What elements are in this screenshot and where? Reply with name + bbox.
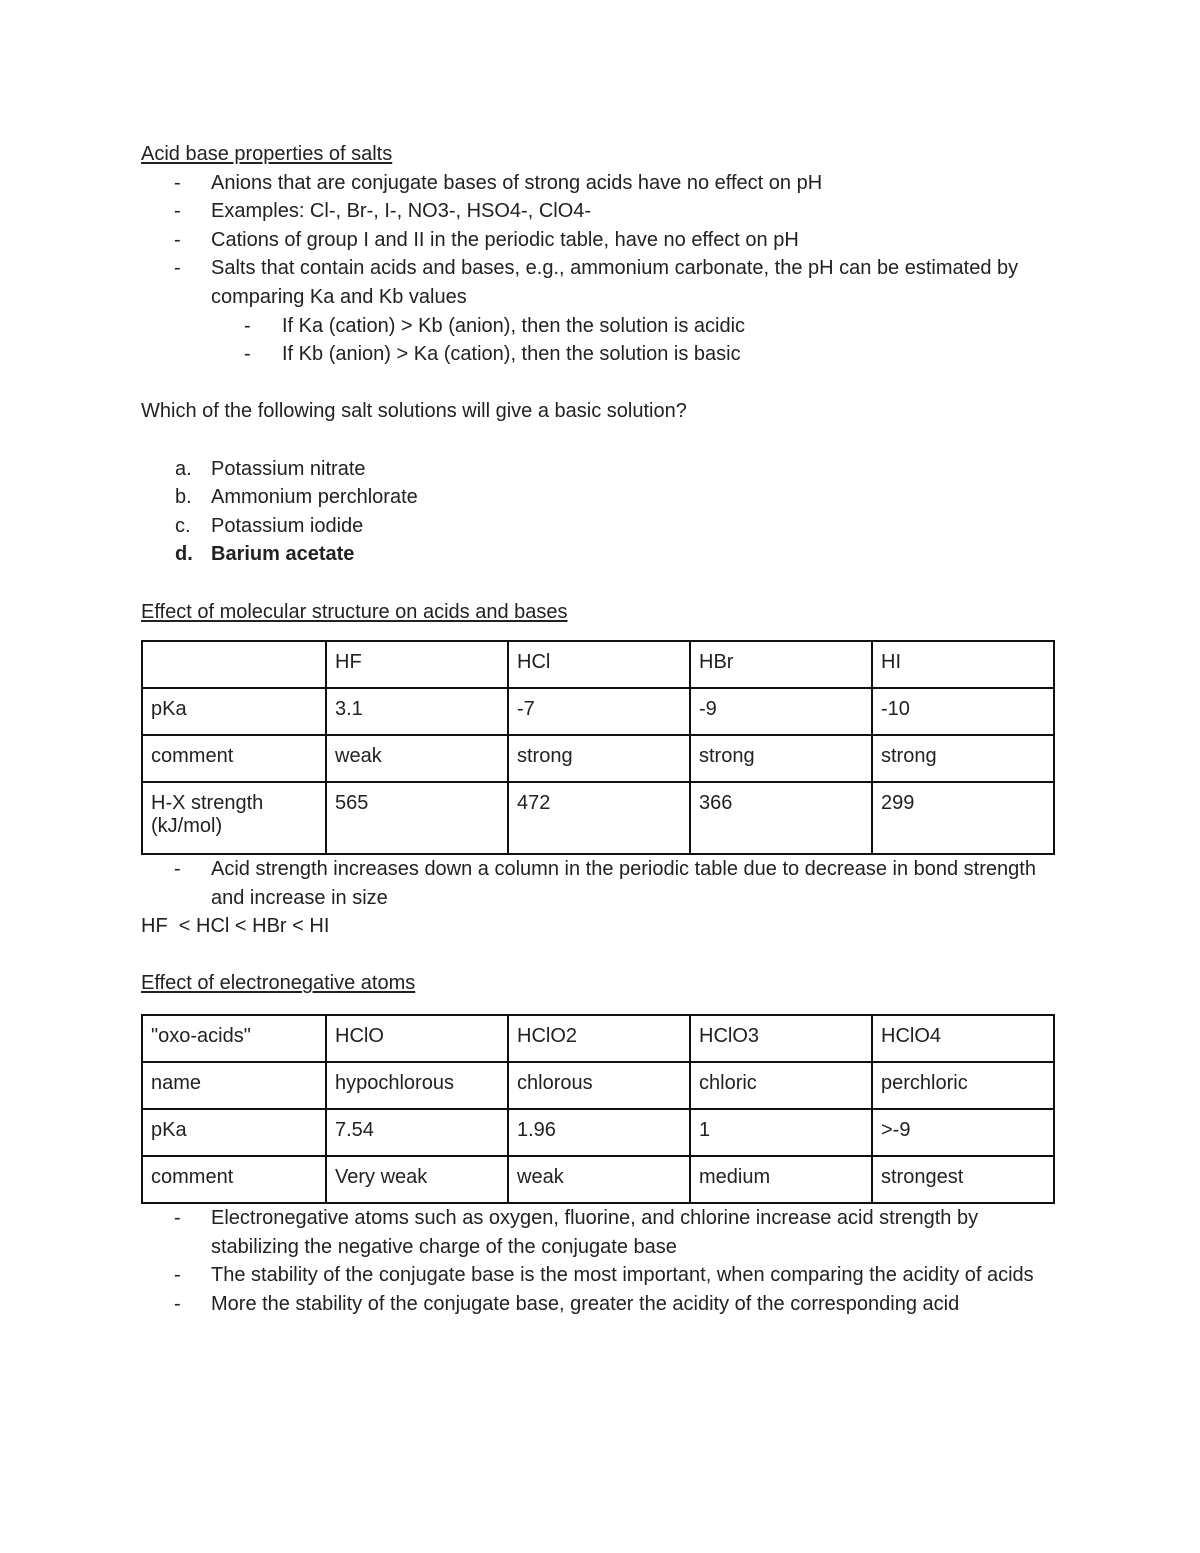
option-text: Barium acetate xyxy=(211,543,355,566)
bullet-text: The stability of the conjugate base is the most important, when comparing the acidity of acids xyxy=(211,1264,1034,1287)
table-cell: hypochlorous xyxy=(326,1062,508,1109)
table-cell: Very weak xyxy=(326,1156,508,1203)
bullet-item xyxy=(141,1290,1061,1319)
bullet-marker: - xyxy=(174,858,181,881)
answer-option-c xyxy=(141,512,1061,541)
bullet-text: If Kb (anion) > Ka (cation), then the solution is basic xyxy=(282,343,741,366)
bullet-marker: - xyxy=(174,228,181,251)
table-cell: 3.1 xyxy=(326,688,508,735)
question-text: Which of the following salt solutions will give a basic solution? xyxy=(141,400,687,423)
bullet-item xyxy=(141,855,1061,912)
bullet-text: Anions that are conjugate bases of strong acids have no effect on pH xyxy=(211,171,823,194)
table-cell: name xyxy=(142,1062,326,1109)
table-cell: pKa xyxy=(142,688,326,735)
table-cell: HClO4 xyxy=(872,1015,1054,1062)
bullet-text: If Ka (cation) > Kb (anion), then the solution is acidic xyxy=(282,314,746,337)
option-text: Potassium iodide xyxy=(211,514,364,537)
oxo-acid-table xyxy=(141,1014,1055,1204)
bullet-item xyxy=(141,169,1061,198)
table-cell: chlorous xyxy=(508,1062,690,1109)
option-marker: a. xyxy=(175,457,192,480)
answer-option-b xyxy=(141,483,1061,512)
document-page xyxy=(141,140,1061,1318)
table-cell: comment xyxy=(142,735,326,782)
hydrohalic-acid-table xyxy=(141,640,1055,855)
bullet-marker: - xyxy=(174,1264,181,1287)
bullet-text: Electronegative atoms such as oxygen, fluorine, and chlorine increase acid strength by stabilizing the negative charge of the conjugate base xyxy=(211,1207,979,1258)
option-marker: d. xyxy=(175,543,193,566)
option-text: Ammonium perchlorate xyxy=(211,486,418,509)
bullet-text: Examples: Cl-, Br-, I-, NO3-, HSO4-, ClO4- xyxy=(211,200,592,223)
table-row xyxy=(142,782,1054,854)
table-row xyxy=(142,1015,1054,1062)
answer-option-a xyxy=(141,455,1061,484)
bullet-item xyxy=(141,1204,1061,1261)
table-cell: strong xyxy=(508,735,690,782)
bullet-marker: - xyxy=(174,171,181,194)
table-row xyxy=(142,1109,1054,1156)
sub-bullet-item xyxy=(141,340,1061,369)
table-cell: 1.96 xyxy=(508,1109,690,1156)
bullet-text: Cations of group I and II in the periodic table, have no effect on pH xyxy=(211,228,799,251)
table-cell xyxy=(142,641,326,688)
table-row xyxy=(142,688,1054,735)
table-cell: chloric xyxy=(690,1062,872,1109)
table-cell: strongest xyxy=(872,1156,1054,1203)
bullet-text: Acid strength increases down a column in the periodic table due to decrease in bond strength and increase in size xyxy=(211,858,1036,909)
table-cell: HClO2 xyxy=(508,1015,690,1062)
section-heading-molecular-structure: Effect of molecular structure on acids and bases xyxy=(141,600,568,623)
option-text: Potassium nitrate xyxy=(211,457,366,480)
acid-strength-order: HF < HCl < HBr < HI xyxy=(141,915,330,938)
table-cell: H-X strength (kJ/mol) xyxy=(142,782,326,854)
bullet-marker: - xyxy=(244,314,251,337)
bullet-item xyxy=(141,197,1061,226)
table-cell: HClO xyxy=(326,1015,508,1062)
table-row xyxy=(142,1062,1054,1109)
section-heading-electronegative-atoms: Effect of electronegative atoms xyxy=(141,972,416,995)
table-cell: 299 xyxy=(872,782,1054,854)
table-cell: 472 xyxy=(508,782,690,854)
bullet-item xyxy=(141,226,1061,255)
table-cell: 7.54 xyxy=(326,1109,508,1156)
table-cell: 1 xyxy=(690,1109,872,1156)
table-cell: weak xyxy=(508,1156,690,1203)
table-cell: -7 xyxy=(508,688,690,735)
section-heading-salts: Acid base properties of salts xyxy=(141,143,393,165)
bullet-item xyxy=(141,254,1061,311)
table-cell: 565 xyxy=(326,782,508,854)
bullet-marker: - xyxy=(174,1207,181,1230)
table-cell: HCl xyxy=(508,641,690,688)
bullet-marker: - xyxy=(174,1292,181,1315)
bullet-marker: - xyxy=(174,200,181,223)
table-cell: "oxo-acids" xyxy=(142,1015,326,1062)
table-cell: comment xyxy=(142,1156,326,1203)
table-cell: strong xyxy=(690,735,872,782)
table-cell: strong xyxy=(872,735,1054,782)
table-cell: medium xyxy=(690,1156,872,1203)
table-cell: HI xyxy=(872,641,1054,688)
table-cell: -9 xyxy=(690,688,872,735)
table-cell: 366 xyxy=(690,782,872,854)
table-cell: pKa xyxy=(142,1109,326,1156)
answer-option-d xyxy=(141,540,1061,569)
table-cell: HClO3 xyxy=(690,1015,872,1062)
table-cell: -10 xyxy=(872,688,1054,735)
bullet-text: Salts that contain acids and bases, e.g., ammonium carbonate, the pH can be estimated by comparing Ka and Kb values xyxy=(211,257,1019,308)
table-cell: HF xyxy=(326,641,508,688)
bullet-text: More the stability of the conjugate base, greater the acidity of the corresponding acid xyxy=(211,1292,960,1315)
table-row xyxy=(142,735,1054,782)
bullet-item xyxy=(141,1261,1061,1290)
bullet-marker: - xyxy=(174,257,181,280)
sub-bullet-item xyxy=(141,312,1061,341)
option-marker: b. xyxy=(175,486,192,509)
table-cell: weak xyxy=(326,735,508,782)
table-cell: >-9 xyxy=(872,1109,1054,1156)
option-marker: c. xyxy=(175,514,191,537)
table-cell: perchloric xyxy=(872,1062,1054,1109)
bullet-marker: - xyxy=(244,343,251,366)
table-row xyxy=(142,641,1054,688)
table-row xyxy=(142,1156,1054,1203)
table-cell: HBr xyxy=(690,641,872,688)
